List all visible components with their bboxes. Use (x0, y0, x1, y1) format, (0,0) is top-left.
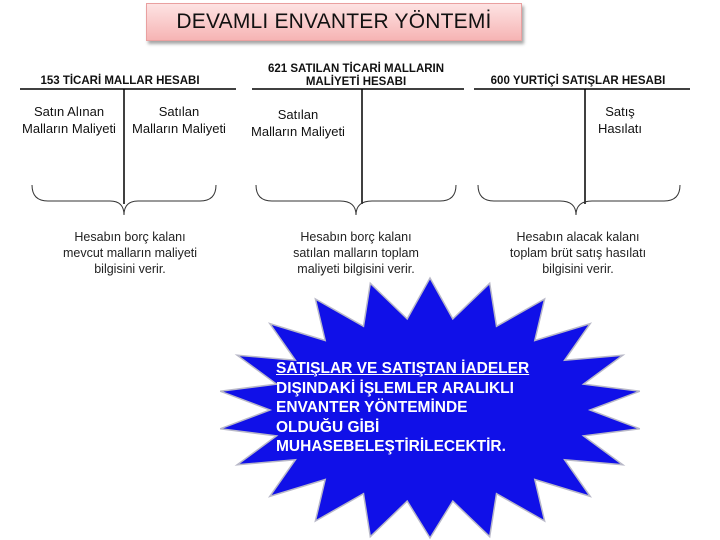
title-text: DEVAMLI ENVANTER YÖNTEMİ (176, 10, 492, 33)
brace-600 (478, 185, 680, 215)
account-153-debit-label: Satın Alınan Malların Maliyeti (22, 104, 116, 136)
account-600-note: Hesabın alacak kalanı toplam brüt satış hasılatı bilgisini verir. (509, 230, 647, 276)
callout-line: OLDUĞU GİBİ (276, 418, 380, 436)
callout-line: MUHASEBELEŞTİRİLECEKTİR. (276, 438, 506, 455)
account-621-note: Hesabın borç kalanı satılan malların toplam maliyeti bilgisini verir. (293, 230, 419, 276)
account-153-note: Hesabın borç kalanı mevcut malların maliyeti bilgisini verir. (62, 230, 198, 276)
account-600-credit-label: Satış Hasılatı (597, 104, 643, 136)
callout-line: ENVANTER YÖNTEMİNDE (276, 399, 468, 416)
account-621-header: 621 SATILAN TİCARİ MALLARIN MALİYETİ HESABI (267, 63, 445, 88)
callout-underlined-line: SATIŞLAR VE SATIŞTAN İADELER (276, 360, 530, 377)
account-153-credit-label: Satılan Malların Maliyeti (132, 104, 226, 136)
account-600-header: 600 YURTİÇİ SATIŞLAR HESABI (490, 75, 666, 87)
account-621-debit-label: Satılan Malların Maliyeti (251, 107, 345, 139)
brace-621 (256, 185, 456, 215)
callout-text (276, 359, 596, 457)
callout-line: DIŞINDAKİ İŞLEMLER ARALIKLI (276, 379, 514, 397)
account-153-header: 153 TİCARİ MALLAR HESABI (40, 75, 200, 87)
